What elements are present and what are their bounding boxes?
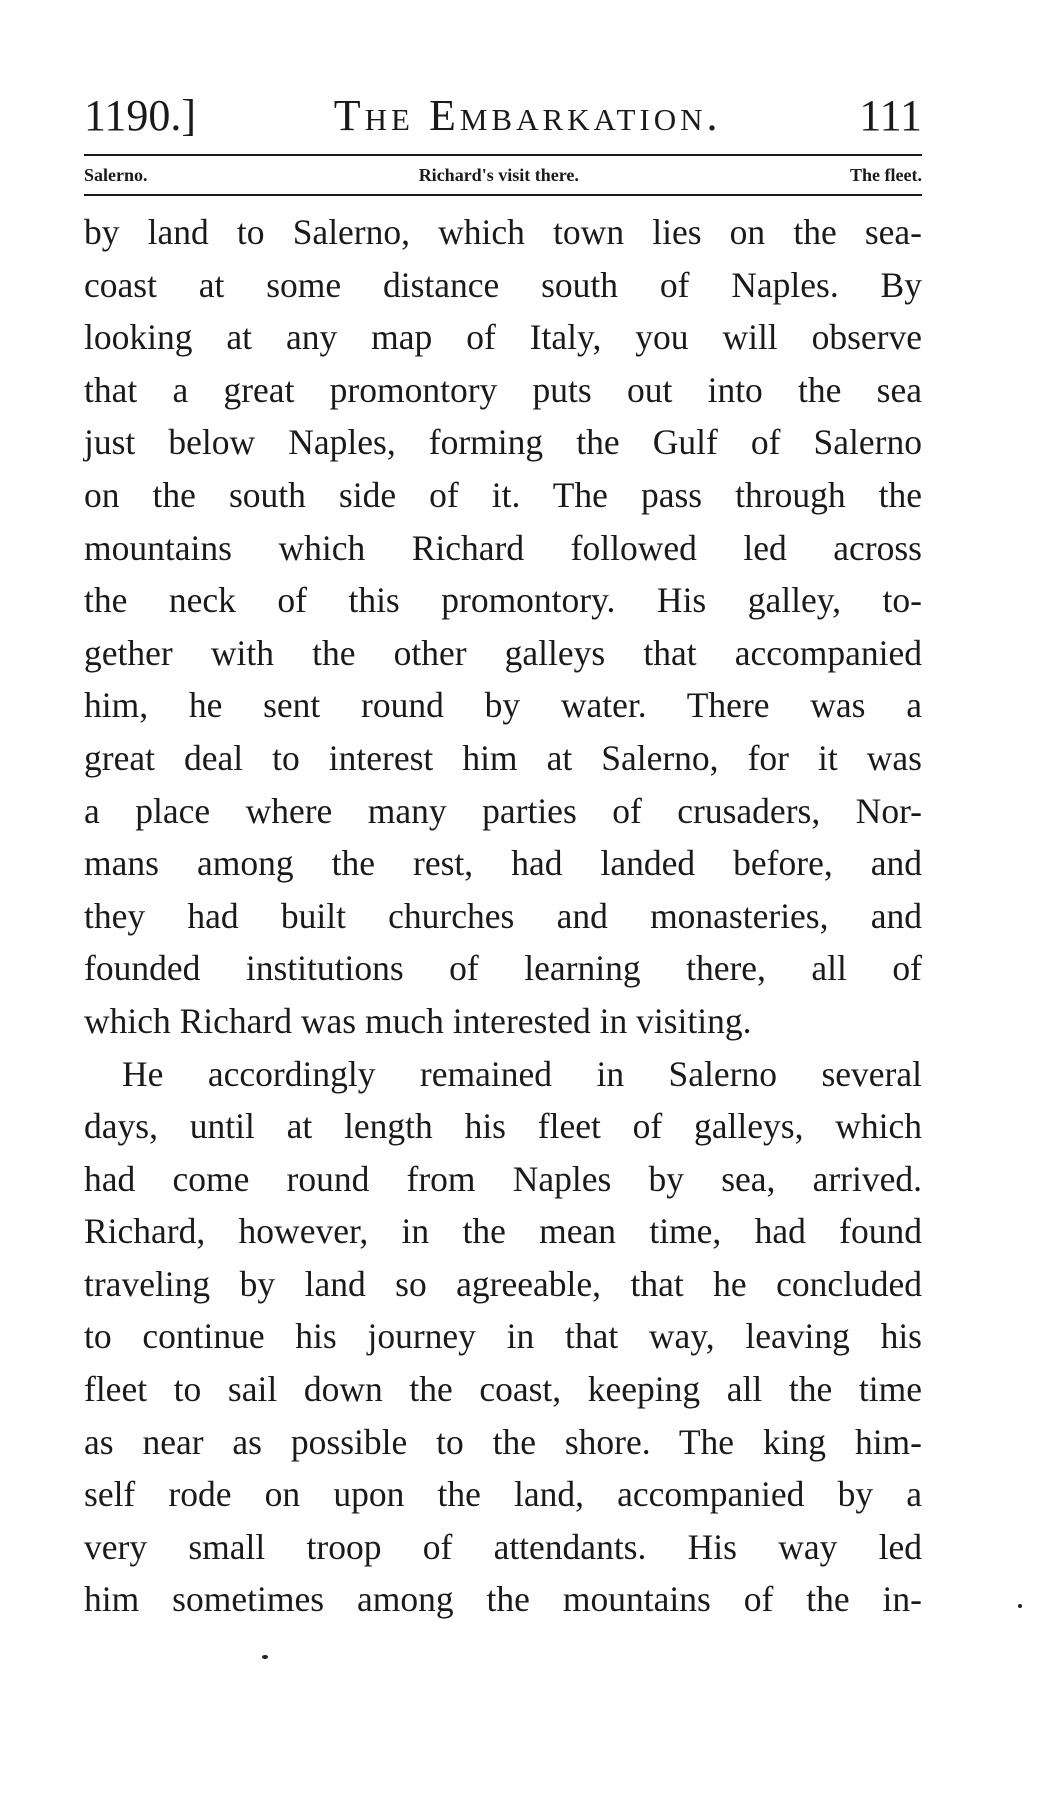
text-line: days, until at length his fleet of galleys, which xyxy=(84,1106,922,1147)
text-line: great deal to interest him at Salerno, for it was xyxy=(84,737,922,778)
text-line: mans among the rest, had landed before, and xyxy=(84,843,922,884)
text-line: him, he sent round by water. There was a xyxy=(84,685,922,726)
text-line: coast at some distance south of Naples. By xyxy=(84,264,922,305)
subhead-center: Richard's visit there. xyxy=(418,164,579,185)
subhead-left: Salerno. xyxy=(84,164,148,185)
chapter-title: The Embarkation. xyxy=(333,91,722,140)
body-text xyxy=(84,206,922,1626)
text-line: just below Naples, forming the Gulf of Salerno xyxy=(84,422,922,463)
text-line: on the south side of it. The pass through the xyxy=(84,474,922,515)
text-line: him sometimes among the mountains of the in- xyxy=(84,1579,922,1620)
text-line: by land to Salerno, which town lies on the sea- xyxy=(84,212,922,252)
text-line: founded institutions of learning there, all of xyxy=(84,948,922,989)
book-page xyxy=(84,80,922,1626)
text-line: fleet to sail down the coast, keeping all the time xyxy=(84,1369,922,1410)
ink-speck xyxy=(1018,1604,1022,1608)
header-rule-bottom xyxy=(84,194,922,196)
running-head xyxy=(84,80,922,152)
text-line: traveling by land so agreeable, that he concluded xyxy=(84,1263,922,1304)
ink-speck xyxy=(262,1655,268,1659)
subheads xyxy=(84,156,922,194)
subhead-right: The fleet. xyxy=(850,164,922,185)
text-line: mountains which Richard followed led across xyxy=(84,527,922,568)
page-number: 111 xyxy=(859,91,922,140)
text-line: self rode on upon the land, accompanied by a xyxy=(84,1474,922,1515)
text-line: a place where many parties of crusaders, Nor- xyxy=(84,790,922,831)
text-line: Richard, however, in the mean time, had found xyxy=(84,1211,922,1252)
text-line: He accordingly remained in Salerno several xyxy=(122,1053,922,1094)
text-line: had come round from Naples by sea, arrived. xyxy=(84,1158,922,1199)
text-line: very small troop of attendants. His way led xyxy=(84,1526,922,1567)
text-line: the neck of this promontory. His galley, to- xyxy=(84,580,922,621)
text-line: as near as possible to the shore. The king him- xyxy=(84,1421,922,1462)
text-line: gether with the other galleys that accompanied xyxy=(84,632,922,673)
text-line: which Richard was much interested in visiting. xyxy=(84,1000,752,1041)
text-line: looking at any map of Italy, you will observe xyxy=(84,317,922,358)
text-line: they had built churches and monasteries, and xyxy=(84,895,922,936)
header-year: 1190.] xyxy=(84,91,197,140)
text-line: to continue his journey in that way, leaving his xyxy=(84,1316,922,1357)
text-line: that a great promontory puts out into the sea xyxy=(84,369,922,410)
